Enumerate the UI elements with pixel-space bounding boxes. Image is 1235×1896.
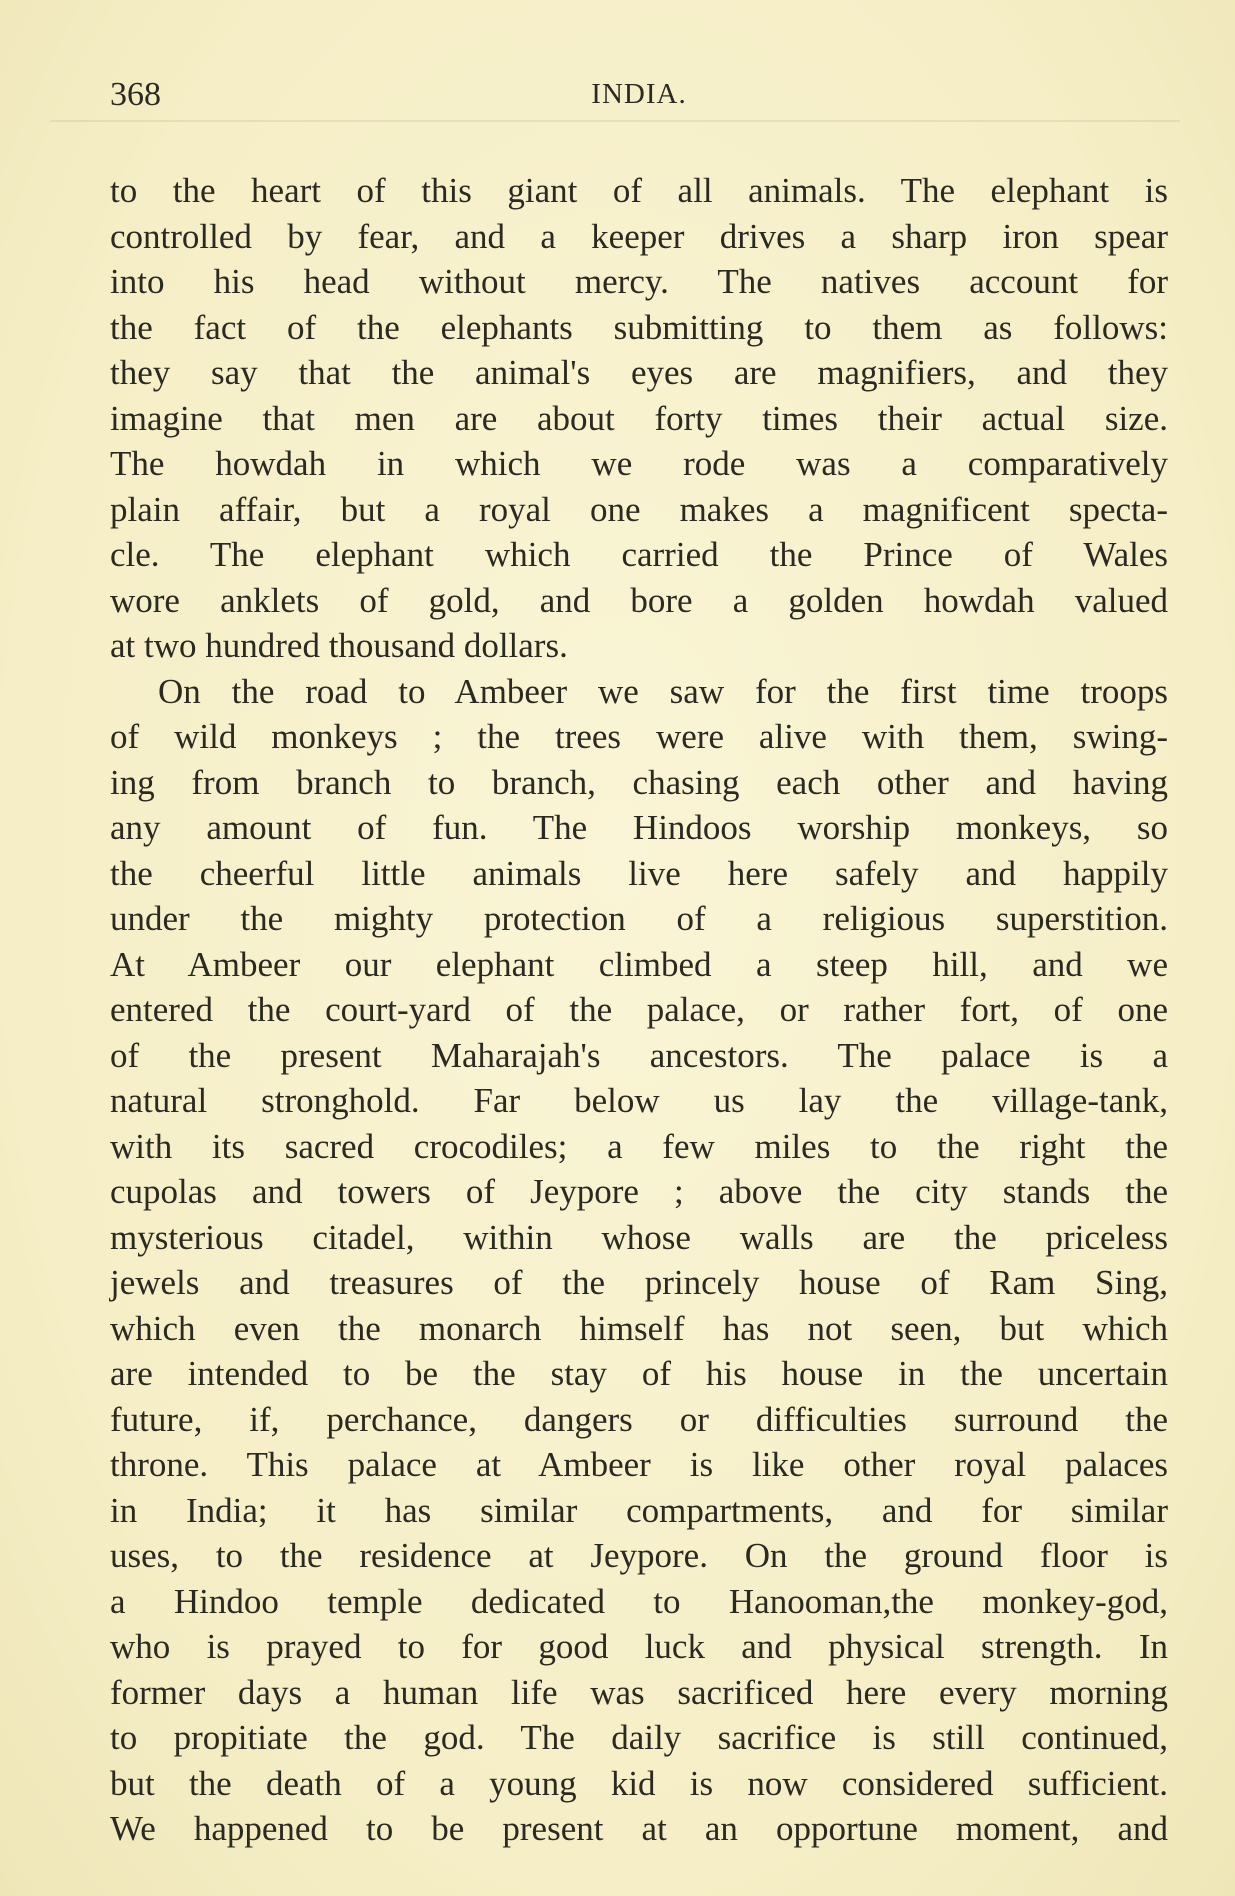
text-line: natural stronghold. Far below us lay the village-tank, — [110, 1081, 1168, 1120]
text-line: On the road to Ambeer we saw for the first time troops — [158, 671, 1168, 711]
text-line: they say that the animal's eyes are magnifiers, and they — [110, 353, 1168, 392]
text-line: a Hindoo temple dedicated to Hanooman,the monkey-god, — [110, 1581, 1168, 1621]
text-line: cupolas and towers of Jeypore ; above the city stands the — [110, 1172, 1168, 1211]
page-number: 368 — [110, 76, 161, 113]
text-line: mysterious citadel, within whose walls are the priceless — [110, 1217, 1168, 1257]
body-text — [110, 168, 1168, 1852]
text-line: cle. The elephant which carried the Prince of Wales — [110, 535, 1168, 574]
text-line: controlled by fear, and a keeper drives a sharp iron spear — [110, 216, 1168, 256]
text-line: of the present Maharajah's ancestors. The palace is a — [110, 1035, 1168, 1075]
running-title: INDIA. — [591, 78, 687, 110]
text-line: to propitiate the god. The daily sacrifice is still continued, — [110, 1718, 1168, 1757]
text-line: imagine that men are about forty times their actual size. — [110, 398, 1168, 438]
text-line: plain affair, but a royal one makes a magnificent specta- — [110, 489, 1168, 529]
text-line: any amount of fun. The Hindoos worship monkeys, so — [110, 808, 1168, 847]
text-line: are intended to be the stay of his house in the uncertain — [110, 1354, 1168, 1393]
text-line: At Ambeer our elephant climbed a steep hill, and we — [110, 944, 1168, 984]
text-line: but the death of a young kid is now considered sufficient. — [110, 1763, 1168, 1803]
text-line: throne. This palace at Ambeer is like other royal palaces — [110, 1445, 1168, 1484]
text-line: the cheerful little animals live here safely and happily — [110, 853, 1168, 893]
text-line: with its sacred crocodiles; a few miles to the right the — [110, 1126, 1168, 1166]
text-line: We happened to be present at an opportune moment, and — [110, 1809, 1168, 1848]
text-line: under the mighty protection of a religious superstition. — [110, 899, 1168, 938]
text-line: into his head without mercy. The natives account for — [110, 262, 1168, 301]
text-line: of wild monkeys ; the trees were alive with them, swing- — [110, 717, 1168, 756]
text-line: ing from branch to branch, chasing each other and having — [110, 762, 1168, 802]
text-line: in India; it has similar compartments, and for similar — [110, 1490, 1168, 1530]
text-line: wore anklets of gold, and bore a golden howdah valued — [110, 580, 1168, 620]
header-rule — [50, 120, 1180, 122]
text-line: entered the court-yard of the palace, or rather fort, of one — [110, 990, 1168, 1029]
text-line: future, if, perchance, dangers or difficulties surround the — [110, 1399, 1168, 1439]
text-line: jewels and treasures of the princely house of Ram Sing, — [110, 1263, 1168, 1302]
text-line: at two hundred thousand dollars. — [110, 626, 568, 665]
text-line: to the heart of this giant of all animals. The elephant is — [110, 171, 1168, 210]
text-line: which even the monarch himself has not seen, but which — [110, 1308, 1168, 1348]
text-line: uses, to the residence at Jeypore. On the ground floor is — [110, 1536, 1168, 1575]
text-line: The howdah in which we rode was a comparatively — [110, 444, 1168, 483]
text-line: former days a human life was sacrificed here every morning — [110, 1672, 1168, 1712]
page-header — [110, 76, 1168, 120]
text-line: the fact of the elephants submitting to them as follows: — [110, 307, 1168, 347]
text-line: who is prayed to for good luck and physical strength. In — [110, 1627, 1168, 1666]
